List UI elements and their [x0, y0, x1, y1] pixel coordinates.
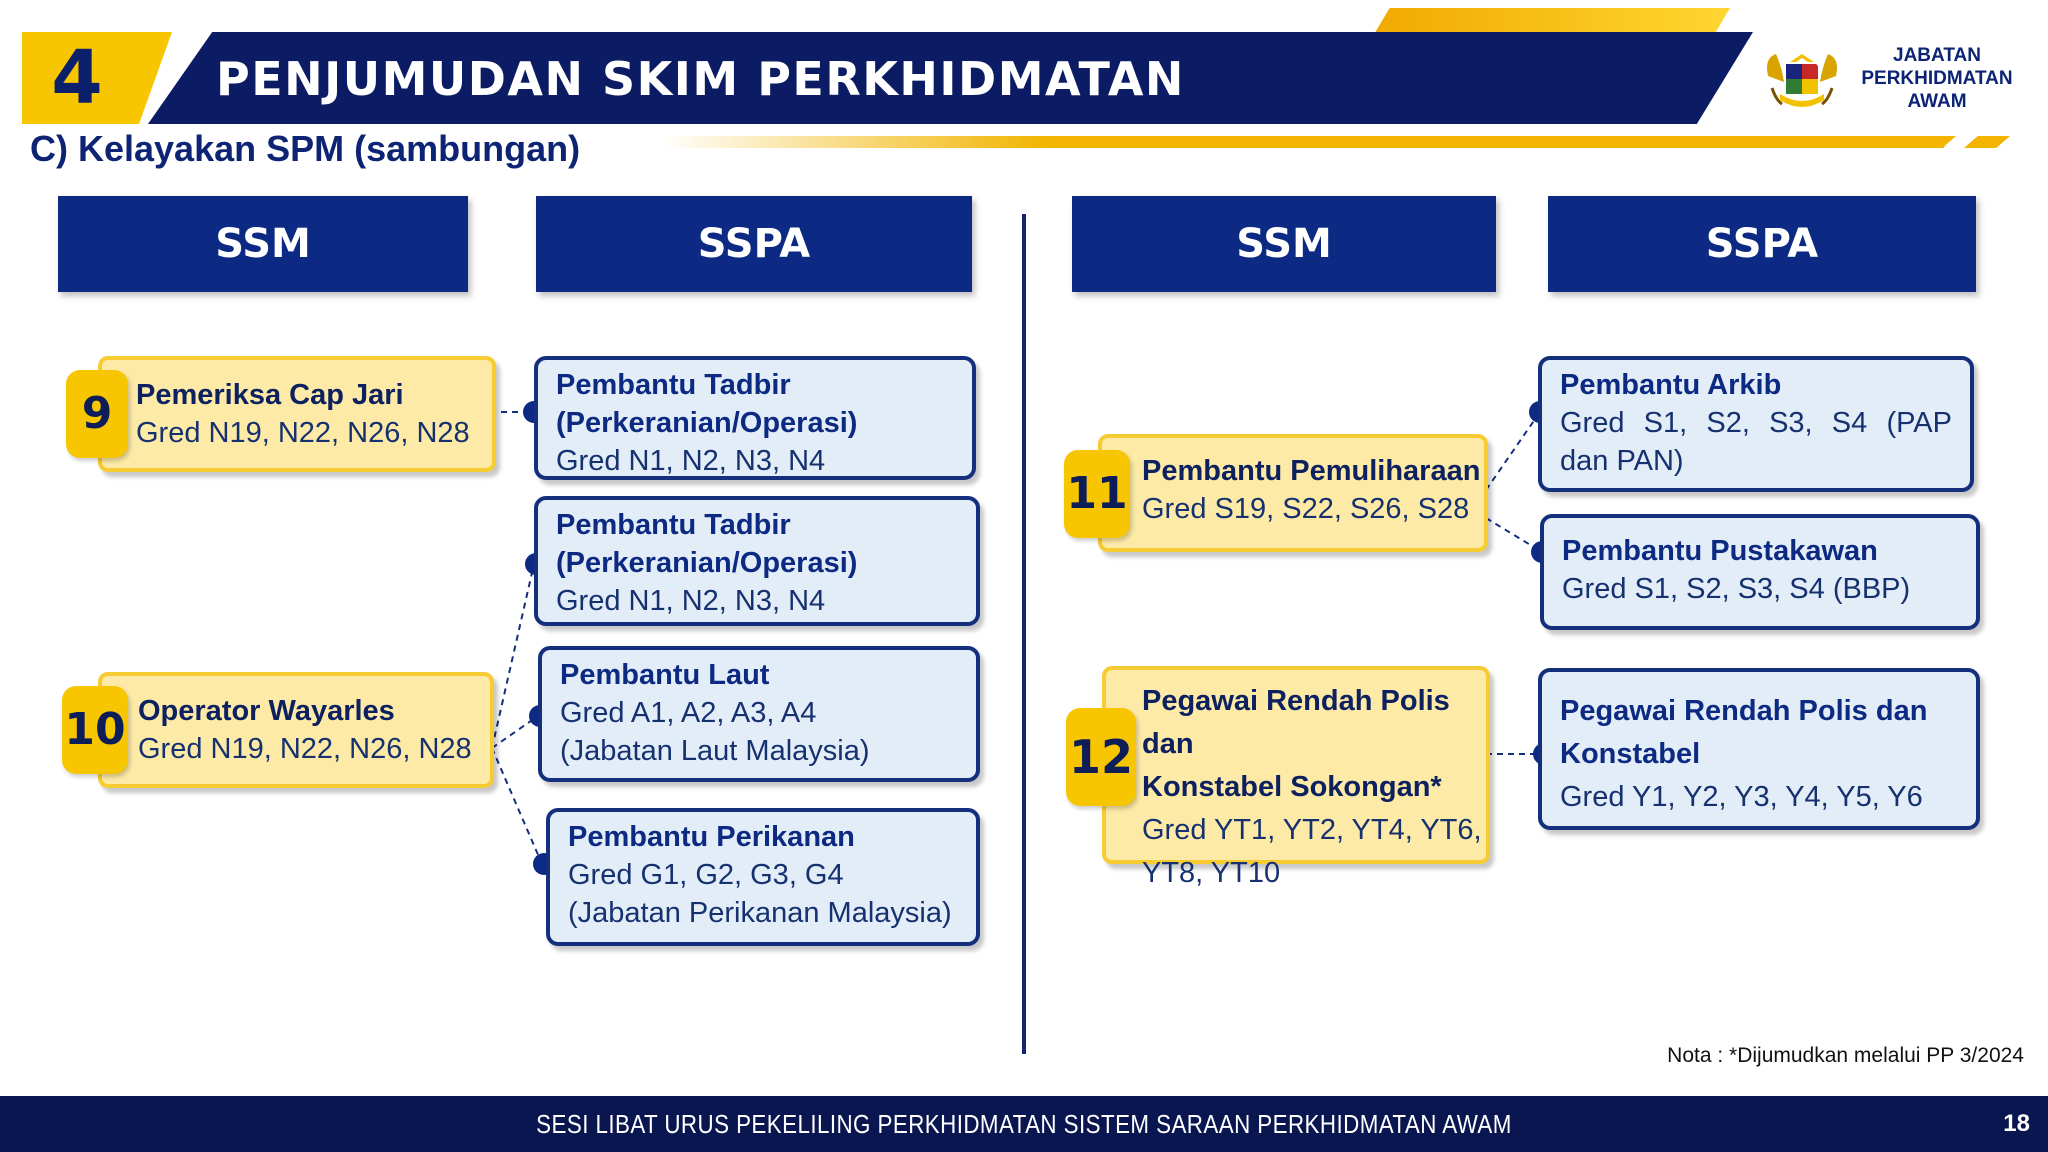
- ssm-box-12: [1102, 666, 1490, 889]
- page-number: 18: [2003, 1110, 2030, 1137]
- ssm-grade: Gred S19, S22, S26, S28: [1142, 493, 1470, 525]
- item-number-badge-10: 10: [62, 686, 128, 774]
- sspa-grade: Gred S1, S2, S3, S4 (PAP dan PAN): [1560, 407, 1952, 477]
- sspa-box-pembantu-perikanan: [546, 808, 980, 946]
- ssm-grade: Gred N19, N22, N26, N28: [138, 733, 472, 765]
- agency-line: AWAM: [1907, 91, 1967, 112]
- ssm-grade: Gred YT1, YT2, YT4, YT6,: [1142, 814, 1482, 846]
- sspa-title: (Perkeranian/Operasi): [556, 407, 858, 439]
- sspa-title: Pembantu Perikanan: [568, 821, 855, 853]
- column-header-ssm-left: SSM: [58, 196, 468, 292]
- ssm-title: Pembantu Pemuliharaan: [1142, 455, 1481, 487]
- item-number-badge-11: 11: [1064, 450, 1130, 538]
- slide-title: PENJUMUDAN SKIM PERKHIDMATAN: [216, 52, 1185, 106]
- sspa-box-pembantu-pustakawan: [1540, 514, 1980, 630]
- sspa-grade: Gred Y1, Y2, Y3, Y4, Y5, Y6: [1560, 781, 1923, 813]
- sspa-title: Pembantu Arkib: [1560, 369, 1782, 401]
- ssm-box-9: [98, 356, 496, 472]
- sspa-title: Konstabel: [1560, 738, 1701, 770]
- ssm-box-11: [1098, 434, 1488, 552]
- sspa-agency: (Jabatan Perikanan Malaysia): [568, 897, 952, 929]
- ssm-title: Pegawai Rendah Polis dan: [1142, 685, 1450, 760]
- sspa-title: Pegawai Rendah Polis dan: [1560, 695, 1928, 727]
- sspa-title: Pembantu Pustakawan: [1562, 535, 1878, 567]
- column-header-ssm-right: SSM: [1072, 196, 1496, 292]
- sspa-box-pembantu-arkib: [1538, 356, 1974, 492]
- slide-subtitle: C) Kelayakan SPM (sambungan): [30, 128, 581, 169]
- column-header-sspa-right: SSPA: [1548, 196, 1976, 292]
- sspa-title: (Perkeranian/Operasi): [556, 547, 858, 579]
- ssm-box-10: [98, 672, 494, 788]
- section-number: 4: [51, 35, 103, 121]
- column-header-sspa-left: SSPA: [536, 196, 972, 292]
- sspa-box-pegawai-rendah-polis: [1538, 668, 1980, 830]
- sspa-grade: Gred N1, N2, N3, N4: [556, 585, 826, 617]
- sspa-title: Pembantu Tadbir: [556, 369, 791, 401]
- ssm-title: Pemeriksa Cap Jari: [136, 379, 404, 411]
- item-number-badge-12: 12: [1066, 708, 1136, 806]
- ssm-grade: YT8, YT10: [1142, 857, 1281, 889]
- sspa-grade: Gred A1, A2, A3, A4: [560, 697, 817, 729]
- sspa-grade: Gred S1, S2, S3, S4 (BBP): [1562, 573, 1911, 605]
- sspa-box-pembantu-laut: [538, 646, 980, 782]
- sspa-agency: (Jabatan Laut Malaysia): [560, 735, 870, 767]
- sspa-title: Pembantu Tadbir: [556, 509, 791, 541]
- footer-text: SESI LIBAT URUS PEKELILING PERKHIDMATAN SISTEM SARAAN PERKHIDMATAN AWAM: [536, 1109, 1512, 1139]
- sspa-grade: Gred G1, G2, G3, G4: [568, 859, 844, 891]
- agency-line: PERKHIDMATAN: [1861, 68, 2013, 89]
- sspa-grade: Gred N1, N2, N3, N4: [556, 445, 826, 477]
- sspa-box-pembantu-tadbir-1: [534, 356, 976, 480]
- agency-line: JABATAN: [1893, 45, 1981, 66]
- sspa-title: Pembantu Laut: [560, 659, 770, 691]
- ssm-title: Konstabel Sokongan*: [1142, 771, 1442, 803]
- ssm-grade: Gred N19, N22, N26, N28: [136, 417, 470, 449]
- ssm-title: Operator Wayarles: [138, 695, 395, 727]
- item-number-badge-9: 9: [66, 370, 128, 458]
- footnote: Nota : *Dijumudkan melalui PP 3/2024: [1667, 1044, 2024, 1067]
- sspa-box-pembantu-tadbir-2: [534, 496, 980, 626]
